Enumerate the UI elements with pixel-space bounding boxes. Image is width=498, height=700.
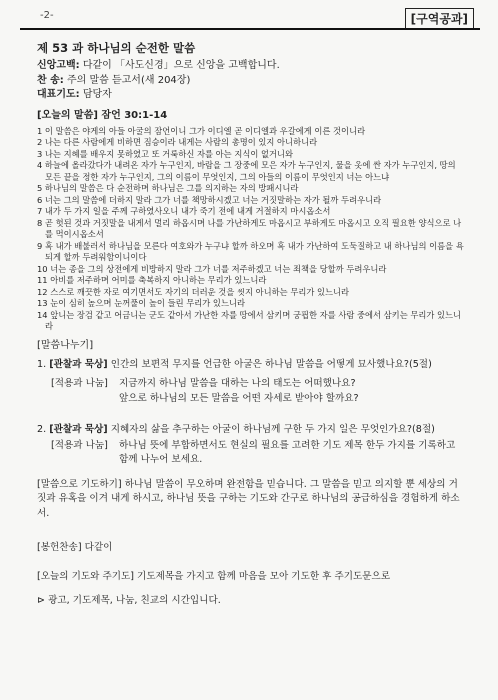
- spacer: [37, 521, 464, 531]
- verse-item: 6 너는 그의 말씀에 더하지 말라 그가 너를 책망하시겠고 너는 거짓말하는 자가 될까 두려우니라: [37, 194, 382, 205]
- hymn-line: [37, 74, 464, 89]
- question-1-text: 인간의 보편적 무지를 언급한 아굴은 하나님 말씀을 어떻게 묘사했나요?(5절): [107, 358, 432, 370]
- apply-2-text: 하나님 뜻에 부합하면서도 현실의 필요를 고려한 기도 제목 한두 가지를 기록하고 함께 나누어 보세요.: [119, 439, 456, 465]
- apply-1: [37, 377, 464, 406]
- question-1-text-row: [37, 358, 464, 372]
- page-number: -2-: [40, 10, 54, 21]
- today-prayer: [37, 570, 464, 585]
- offering-text: 다같이: [81, 542, 113, 553]
- today-prayer-label: [오늘의 기도와 주기도]: [37, 570, 134, 582]
- hymn-label: 찬 송:: [37, 74, 64, 86]
- apply-2-label: [적용과 나눔]: [51, 439, 108, 451]
- notice-text: 광고, 기도제목, 나눔, 친교의 시간입니다.: [45, 595, 221, 606]
- apply-1-text: [119, 377, 464, 406]
- apply-1-label: [적용과 나눔]: [51, 378, 108, 389]
- sharing-heading: [말씀나누기]: [37, 339, 94, 351]
- question-2-label: [관찰과 묵상]: [49, 424, 108, 435]
- today-prayer-text: 기도제목을 가지고 함께 마음을 모아 기도한 후 주기도문으로: [134, 570, 391, 582]
- prayer-text: 담당자: [79, 89, 112, 100]
- offering-hymn: [37, 541, 464, 556]
- verse-item: 14 앞니는 장검 같고 어금니는 군도 같아서 가난한 자를 땅에서 삼키며 궁핍한 자를 사람 중에서 삼키는 무리가 있느니라: [37, 309, 462, 331]
- offering-label: [봉헌찬송]: [37, 542, 82, 553]
- question-1-number: 1.: [37, 358, 50, 370]
- question-2: [37, 423, 464, 437]
- apply-1-line-1: 지금까지 하나님 말씀을 대하는 나의 태도는 어떠했나요?: [119, 378, 356, 389]
- verse-item: 4 하늘에 올라갔다가 내려온 자가 누구인지, 바람을 그 장중에 모은 자가 누구인지, 물을 옷에 싼 자가 누구인지, 땅의 모든 끝을 정한 자가 누구인지, 그의 이름이 무엇인지, 그의 아들의 이름이 무엇인지 너는 아느냐: [37, 160, 456, 182]
- lesson-content: [37, 40, 464, 609]
- verse-list: [37, 126, 464, 333]
- closing-prayer-text: 하나님 말씀이 무오하며 완전함을 믿습니다. 그 말씀을 믿고 의지할 뿐 세상의 거짓과 유혹을 이겨 내게 하시고, 하나님 뜻을 구하는 기도와 간구로 하나님의 공급하심을 경험하게 하소서.: [37, 478, 460, 519]
- question-1: [37, 358, 464, 372]
- apply-1-line-2: 앞으로 하나님의 모든 말씀을 어떤 자세로 받아야 할까요?: [119, 392, 359, 404]
- verse-item: 12 스스로 깨끗한 자로 여기면서도 자기의 더러운 것을 씻지 아니하는 무리가 있느니라: [37, 286, 350, 297]
- today-word-label: [오늘의 말씀]: [37, 109, 98, 121]
- verse-item: 13 눈이 심히 높으며 눈꺼풀이 높이 들린 무리가 있느니라: [37, 298, 245, 308]
- confession-label: 신앙고백:: [37, 60, 80, 71]
- notice-line: [37, 594, 464, 609]
- confession-text: 다같이 「사도신경」으로 신앙을 고백합니다.: [79, 60, 280, 71]
- verse-item: 5 하나님의 말씀은 다 순전하며 하나님은 그를 의지하는 자의 방패시니라: [37, 183, 299, 193]
- verse-item: 10 너는 종을 그의 상전에게 비방하지 말라 그가 너를 저주하겠고 너는 죄책을 당할까 두려우니라: [37, 263, 387, 274]
- verse-item: 3 나는 지혜를 배우지 못하였고 또 거룩하신 자를 아는 지식이 없거니와: [37, 148, 294, 159]
- closing-prayer: [37, 478, 464, 522]
- apply-2: [37, 439, 464, 468]
- section-tag: [구역공과]: [405, 8, 474, 29]
- header-rule: [20, 28, 480, 30]
- question-2-text-row: [37, 423, 464, 437]
- question-2-text: 지혜자의 삶을 추구하는 아굴이 하나님께 구한 두 가지 일은 무엇인가요?(8절): [107, 424, 435, 435]
- prayer-line: [37, 88, 464, 103]
- verse-item: 9 혹 내가 배불러서 하나님을 모른다 여호와가 누구냐 할까 하오며 혹 내가 가난하여 도둑질하고 내 하나님의 이름을 욕되게 할까 두려워함이니이다: [37, 240, 464, 262]
- triangle-icon: ⊳: [37, 595, 46, 606]
- verse-item: 11 아비를 저주하며 어미를 축복하지 아니하는 무리가 있느니라: [37, 275, 267, 285]
- closing-prayer-label: [말씀으로 기도하기]: [37, 478, 122, 490]
- hymn-text: 주의 말씀 듣고서(새 204장): [63, 74, 191, 86]
- today-word-heading: [37, 109, 464, 123]
- today-word-ref: 잠언 30:1-14: [97, 109, 168, 121]
- question-1-label: [관찰과 묵상]: [49, 358, 108, 370]
- verse-item: 8 곧 헛된 것과 거짓말을 내게서 멀리 하옵시며 나를 가난하게도 마옵시고 부하게도 마옵시고 오직 필요한 양식으로 나를 먹이시옵소서: [37, 217, 462, 239]
- lesson-title: 제 53 과 하나님의 순전한 말씀: [37, 41, 196, 55]
- verse-item: 1 이 말씀은 야게의 아들 아굴의 잠언이니 그가 이디엘 곧 이디엘과 우갈에게 이른 것이니라: [37, 125, 366, 136]
- spacer: [37, 406, 464, 418]
- confession-line: [37, 59, 464, 74]
- verse-item: 7 내가 두 가지 일을 주께 구하였사오니 내가 죽기 전에 내게 거절하지 마시옵소서: [37, 206, 331, 216]
- question-2-number: 2.: [37, 424, 50, 435]
- prayer-label: 대표기도:: [37, 89, 80, 100]
- verse-item: 2 나는 다른 사람에게 비하면 짐승이라 내게는 사람의 총명이 있지 아니하니라: [37, 137, 318, 147]
